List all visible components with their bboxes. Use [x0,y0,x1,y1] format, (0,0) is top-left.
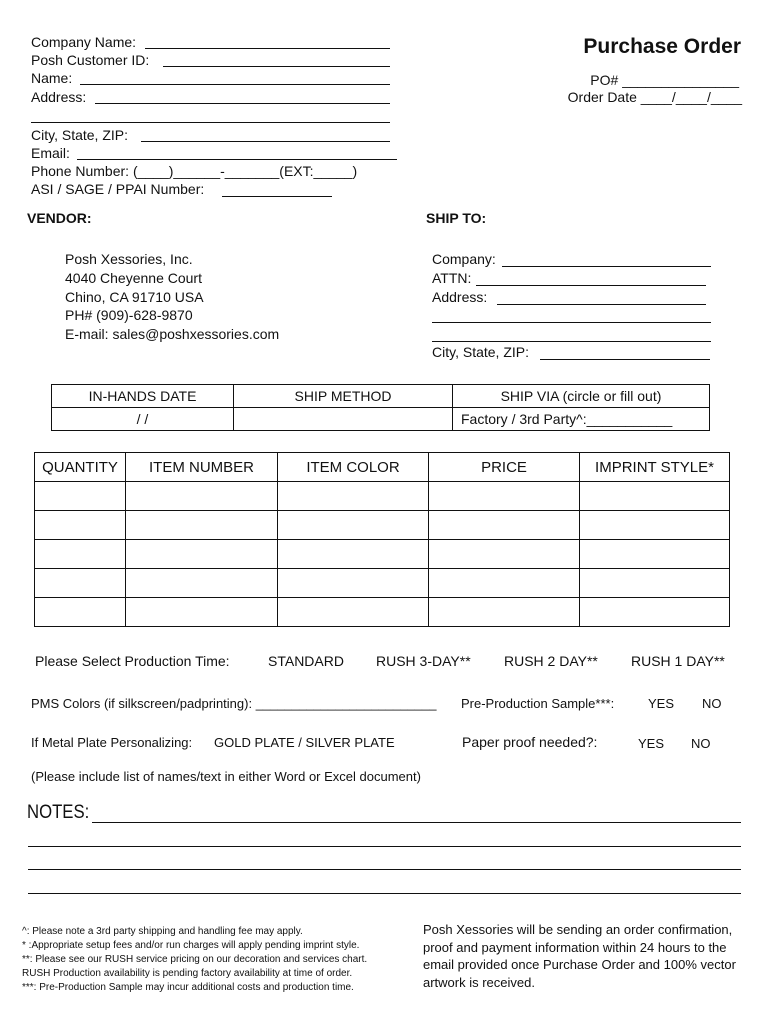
address-field-2[interactable] [31,122,390,123]
ship-city-field[interactable] [540,359,710,360]
price-header: PRICE [429,453,580,482]
ship-city-label: City, State, ZIP: [432,344,529,360]
customer-id-field[interactable] [163,66,390,67]
price-cell[interactable] [429,569,580,598]
paper-proof-no-option[interactable]: NO [691,736,711,751]
paper-proof-label: Paper proof needed?: [462,734,598,750]
asi-field[interactable] [222,196,332,197]
item-number-cell[interactable] [126,598,278,627]
footnote-line: RUSH Production availability is pending factory availability at time of order. [22,968,353,979]
ship-company-label: Company: [432,251,496,267]
item-number-header: ITEM NUMBER [126,453,278,482]
quantity-cell[interactable] [35,540,126,569]
address-label: Address: [31,89,87,105]
page-title: Purchase Order [583,35,741,58]
asi-label: ASI / SAGE / PPAI Number: [31,181,205,197]
quantity-cell[interactable] [35,598,126,627]
production-time-label: Please Select Production Time: [35,653,230,669]
vendor-email: E-mail: sales@poshxessories.com [65,326,280,342]
item-color-header: ITEM COLOR [278,453,429,482]
vendor-heading: VENDOR: [27,210,92,226]
confirmation-note [423,921,736,991]
table-row [35,482,730,511]
item-number-cell[interactable] [126,540,278,569]
email-label: Email: [31,145,70,161]
production-rush-2-day-option[interactable]: RUSH 2 DAY** [504,653,598,669]
imprint-style-cell[interactable] [580,540,730,569]
production-rush-1-day-option[interactable]: RUSH 1 DAY** [631,653,725,669]
pms-colors-field[interactable]: PMS Colors (if silkscreen/padprinting): _________________________ [31,696,437,711]
quantity-cell[interactable] [35,482,126,511]
item-color-cell[interactable] [278,540,429,569]
price-cell[interactable] [429,598,580,627]
item-color-cell[interactable] [278,598,429,627]
ship-method-field[interactable] [234,408,453,431]
items-table [34,452,730,627]
vendor-line: PH# (909)-628-9870 [65,307,193,323]
vendor-line: Posh Xessories, Inc. [65,251,193,267]
in-hands-date-header: IN-HANDS DATE [52,385,234,408]
footnote-line: ***: Pre-Production Sample may incur additional costs and production time. [22,982,354,993]
ship-company-field[interactable] [502,266,711,267]
imprint-style-cell[interactable] [580,482,730,511]
ship-attn-label: ATTN: [432,270,472,286]
ship-to-heading: SHIP TO: [426,210,487,226]
footnotes [22,925,367,995]
email-field[interactable] [77,159,397,160]
phone-field[interactable]: Phone Number: (____)______-_______(EXT:_____) [31,163,358,179]
imprint-style-cell[interactable] [580,569,730,598]
price-cell[interactable] [429,482,580,511]
item-color-cell[interactable] [278,569,429,598]
notes-line[interactable] [92,822,741,823]
city-state-zip-label: City, State, ZIP: [31,127,128,143]
footnote-line: * :Appropriate setup fees and/or run charges will apply pending imprint style. [22,940,360,951]
item-color-cell[interactable] [278,511,429,540]
quantity-cell[interactable] [35,511,126,540]
ship-address-field-3[interactable] [432,341,711,342]
imprint-style-cell[interactable] [580,511,730,540]
confirmation-line: email provided once Purchase Order and 100% vector [423,957,736,972]
ship-address-field[interactable] [497,304,706,305]
imprint-style-header: IMPRINT STYLE* [580,453,730,482]
shipping-table [51,384,710,431]
ship-attn-field[interactable] [476,285,706,286]
notes-line[interactable] [28,869,741,870]
city-state-zip-field[interactable] [141,141,390,142]
confirmation-line: Posh Xessories will be sending an order confirmation, [423,922,733,937]
po-number-field[interactable]: PO# _______________ [590,72,739,88]
in-hands-date-field[interactable]: / / [52,408,234,431]
ship-address-field-2[interactable] [432,322,711,323]
preproduction-no-option[interactable]: NO [702,696,722,711]
footnote-line: ^: Please note a 3rd party shipping and handling fee may apply. [22,926,303,937]
quantity-cell[interactable] [35,569,126,598]
confirmation-line: proof and payment information within 24 hours to the [423,939,727,955]
preproduction-sample-label: Pre-Production Sample***: [461,696,615,711]
ship-via-field[interactable]: Factory / 3rd Party^:___________ [453,408,710,431]
company-name-field[interactable] [145,48,390,49]
footnote-line: **: Please see our RUSH service pricing on our decoration and services chart. [22,954,368,965]
metal-plate-options[interactable]: GOLD PLATE / SILVER PLATE [214,735,395,750]
imprint-style-cell[interactable] [580,598,730,627]
vendor-line: 4040 Cheyenne Court [65,270,202,286]
ship-via-header: SHIP VIA (circle or fill out) [453,385,710,408]
notes-line[interactable] [28,846,741,847]
table-row [35,569,730,598]
table-row [35,511,730,540]
ship-method-header: SHIP METHOD [234,385,453,408]
name-label: Name: [31,70,73,86]
item-number-cell[interactable] [126,569,278,598]
vendor-line: Chino, CA 91710 USA [65,289,204,305]
name-field[interactable] [80,84,390,85]
production-rush-3-day-option[interactable]: RUSH 3-DAY** [376,653,471,669]
paper-proof-yes-option[interactable]: YES [638,736,665,751]
preproduction-yes-option[interactable]: YES [648,696,675,711]
table-row [35,598,730,627]
item-number-cell[interactable] [126,482,278,511]
company-name-label: Company Name: [31,34,137,50]
order-date-field[interactable]: Order Date ____/____/____ [567,89,742,105]
notes-line[interactable] [28,893,741,894]
item-number-cell[interactable] [126,511,278,540]
production-standard-option[interactable]: STANDARD [268,653,344,669]
price-cell[interactable] [429,511,580,540]
table-row [35,540,730,569]
customer-id-label: Posh Customer ID: [31,52,150,68]
price-cell[interactable] [429,540,580,569]
notes-label: NOTES: [27,802,90,823]
item-color-cell[interactable] [278,482,429,511]
ship-address-label: Address: [432,289,488,305]
confirmation-line: artwork is received. [423,974,535,990]
quantity-header: QUANTITY [35,453,126,482]
metal-plate-label: If Metal Plate Personalizing: [31,735,193,750]
address-field[interactable] [95,103,390,104]
names-list-note: (Please include list of names/text in either Word or Excel document) [31,769,421,784]
